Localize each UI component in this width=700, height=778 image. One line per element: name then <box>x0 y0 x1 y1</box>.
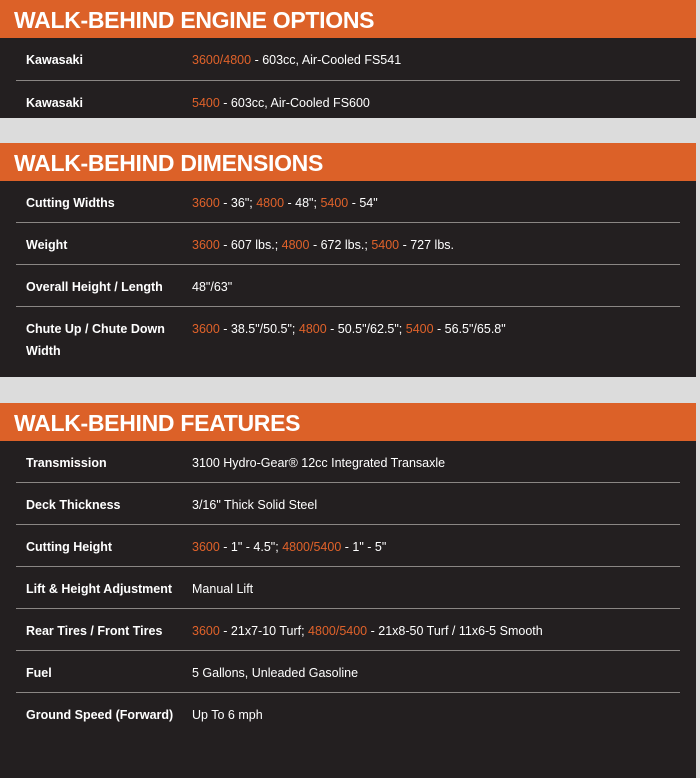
spec-text: - 727 lbs. <box>399 238 455 252</box>
spec-text: - 48"; <box>284 196 321 210</box>
spec-value <box>192 452 680 474</box>
spec-label: Deck Thickness <box>26 498 121 512</box>
model-number: 4800/5400 <box>308 624 368 638</box>
spec-label: Cutting Height <box>26 540 113 554</box>
spec-table <box>0 181 696 377</box>
spec-table <box>0 441 696 778</box>
spec-label: Kawasaki <box>26 53 83 67</box>
model-number: 3600 <box>192 624 220 638</box>
spec-label: Kawasaki <box>26 96 83 110</box>
spec-value <box>192 92 680 114</box>
spec-row <box>16 38 680 81</box>
spec-text: - 672 lbs.; <box>309 238 372 252</box>
spec-text: - 603cc, Air-Cooled FS600 <box>219 96 370 110</box>
spec-text: - 56.5"/65.8" <box>433 322 506 336</box>
spec-text: - 36"; <box>219 196 257 210</box>
model-number: 3600 <box>192 196 220 210</box>
spec-label: Cutting Widths <box>26 196 115 210</box>
spec-text: 5 Gallons, Unleaded Gasoline <box>192 666 359 680</box>
spec-label: Rear Tires / Front Tires <box>26 624 163 638</box>
spec-label: Chute Up / Chute Down Width <box>26 322 165 358</box>
spec-value <box>192 49 680 71</box>
spec-label: Overall Height / Length <box>26 280 163 294</box>
spec-value <box>192 192 680 214</box>
spec-label: Ground Speed (Forward) <box>26 708 174 722</box>
spec-row <box>16 609 680 651</box>
spec-text: 48"/63" <box>192 280 233 294</box>
spec-value <box>192 234 680 256</box>
engine-options-section <box>0 0 696 118</box>
model-number: 3600 <box>192 540 220 554</box>
spec-text: - 603cc, Air-Cooled FS541 <box>251 53 402 67</box>
spec-label: Fuel <box>26 666 52 680</box>
spec-text: - 50.5"/62.5"; <box>326 322 406 336</box>
section-title: WALK-BEHIND FEATURES <box>0 403 696 441</box>
model-number: 3600 <box>192 238 220 252</box>
spec-row <box>16 223 680 265</box>
model-number: 5400 <box>371 238 400 252</box>
section-title: WALK-BEHIND ENGINE OPTIONS <box>0 0 696 38</box>
spec-text: - 1" - 4.5"; <box>219 540 283 554</box>
spec-row <box>16 441 680 483</box>
spec-value <box>192 494 680 516</box>
spec-row <box>16 265 680 307</box>
spec-row <box>16 525 680 567</box>
model-number: 5400 <box>405 322 434 336</box>
spec-text: - 1" - 5" <box>341 540 387 554</box>
spec-value <box>192 704 680 726</box>
spec-value <box>192 578 680 600</box>
model-number: 5400 <box>192 96 220 110</box>
spec-value <box>192 318 680 362</box>
model-number: 3600 <box>192 322 220 336</box>
spec-label: Weight <box>26 238 68 252</box>
spec-row <box>16 567 680 609</box>
spec-row <box>16 651 680 693</box>
spec-value <box>192 620 680 642</box>
model-number: 3600/4800 <box>192 53 252 67</box>
model-number: 4800 <box>298 322 327 336</box>
spec-label: Transmission <box>26 456 107 470</box>
spec-text: Up To 6 mph <box>192 708 263 722</box>
spec-row <box>16 81 680 123</box>
model-number: 4800 <box>256 196 285 210</box>
spec-text: 3100 Hydro-Gear® 12cc Integrated Transaxle <box>192 456 446 470</box>
spec-value <box>192 662 680 684</box>
spec-text: 3/16" Thick Solid Steel <box>192 498 318 512</box>
spec-value <box>192 536 680 558</box>
spec-text: - 38.5"/50.5"; <box>219 322 299 336</box>
spec-row <box>16 181 680 223</box>
spec-text: - 607 lbs.; <box>219 238 282 252</box>
spec-table <box>0 38 696 118</box>
spec-text: - 21x7-10 Turf; <box>219 624 309 638</box>
features-section <box>0 403 696 778</box>
model-number: 4800/5400 <box>282 540 342 554</box>
spec-row <box>16 307 680 370</box>
model-number: 4800 <box>281 238 310 252</box>
spec-row <box>16 693 680 734</box>
spec-value <box>192 276 680 298</box>
model-number: 5400 <box>320 196 349 210</box>
spec-text: Manual Lift <box>192 582 254 596</box>
spec-text: - 54" <box>348 196 378 210</box>
section-title: WALK-BEHIND DIMENSIONS <box>0 143 696 181</box>
dimensions-section <box>0 143 696 377</box>
spec-text: - 21x8-50 Turf / 11x6-5 Smooth <box>367 624 543 638</box>
spec-row <box>16 483 680 525</box>
spec-label: Lift & Height Adjustment <box>26 582 173 596</box>
